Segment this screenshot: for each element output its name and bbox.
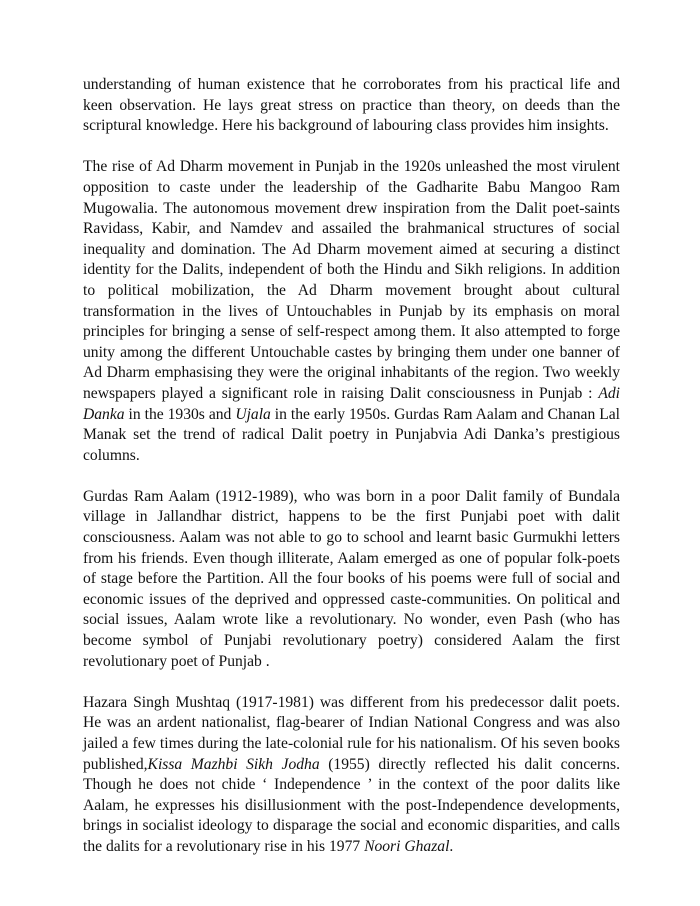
book-title: Kissa Mazhbi Sikh Jodha xyxy=(147,755,320,773)
paragraph-4 xyxy=(83,693,620,858)
text-segment: The rise of Ad Dharm movement in Punjab in the 1920s unleashed the most virulent opposition to caste under the leadership of the Gadharite Babu Mangoo Ram Mugowalia. The autonomous movement drew inspiration from the Dalit poet-saints Ravidass, Kabir, and Namdev and assailed the brahmanical structures of social inequality and domination. The Ad Dharm movement aimed at securing a distinct identity for the Dalits, independent of both the Hindu and Sikh religions. In addition to political mobilization, the Ad Dharm movement brought about cultural transformation in the lives of Untouchables in Punjab by its emphasis on moral principles for bringing a sense of self-respect among them. It also attempted to forge unity among the different Untouchable castes by bringing them under one banner of Ad Dharm emphasising they were the original inhabitants of the region. Two weekly newspapers played a significant role in raising Dalit consciousness in Punjab : xyxy=(83,158,620,402)
newspaper-title: Ujala xyxy=(235,405,271,423)
text-segment: . xyxy=(449,837,454,855)
text-segment: in the 1930s and xyxy=(124,405,236,423)
paragraph-2 xyxy=(83,157,620,466)
text-segment: in the early 1950s. Gurdas Ram Aalam and Chanan Lal Manak set the trend of radical Dalit poetry in Punjabvia Adi Danka’s prestigious columns. xyxy=(83,405,621,464)
text-segment: Hazara Singh Mushtaq (1917-1981) was different from his predecessor dalit poets. He was an ardent nationalist, flag-bearer of Indian National Congress and was also jailed a few times during the late-colonial rule for his nationalism. Of his seven books published, xyxy=(83,693,620,773)
text-segment: Gurdas Ram Aalam (1912-1989), who was born in a poor Dalit family of Bundala village in Jallandhar district, happens to be the first Punjabi poet with dalit consciousness. Aalam was not able to go to school and learnt basic Gurmukhi letters from his friends. Even though illiterate, Aalam emerged as one of popular folk-poets of stage before the Partition. All the four books of his poems were full of social and economic issues of the deprived and oppressed caste-communities. On political and social issues, Aalam wrote like a revolutionary. No wonder, even Pash (who has become symbol of Punjabi revolutionary poetry) considered Aalam the first revolutionary poet of Punjab . xyxy=(83,487,620,670)
paragraph-3 xyxy=(83,487,620,672)
text-segment: understanding of human existence that he corroborates from his practical life and keen observation. He lays great stress on practice than theory, on deeds than the scriptural knowledge. Here his background of labouring class provides him insights. xyxy=(83,76,620,135)
book-title: Noori Ghazal xyxy=(364,837,450,855)
text-segment: (1955) directly reflected his dalit concerns. Though he does not chide ‘ Independence ’ in the context of the poor dalits like Aalam, he expresses his disillusionment with the post-Independence developments, brings in socialist ideology to disparage the social and economic disparities, and calls the dalits for a revolutionary rise in his 1977 xyxy=(83,755,620,855)
newspaper-title: Adi Danka xyxy=(83,384,620,423)
document-page xyxy=(83,75,620,878)
paragraph-1 xyxy=(83,75,620,137)
